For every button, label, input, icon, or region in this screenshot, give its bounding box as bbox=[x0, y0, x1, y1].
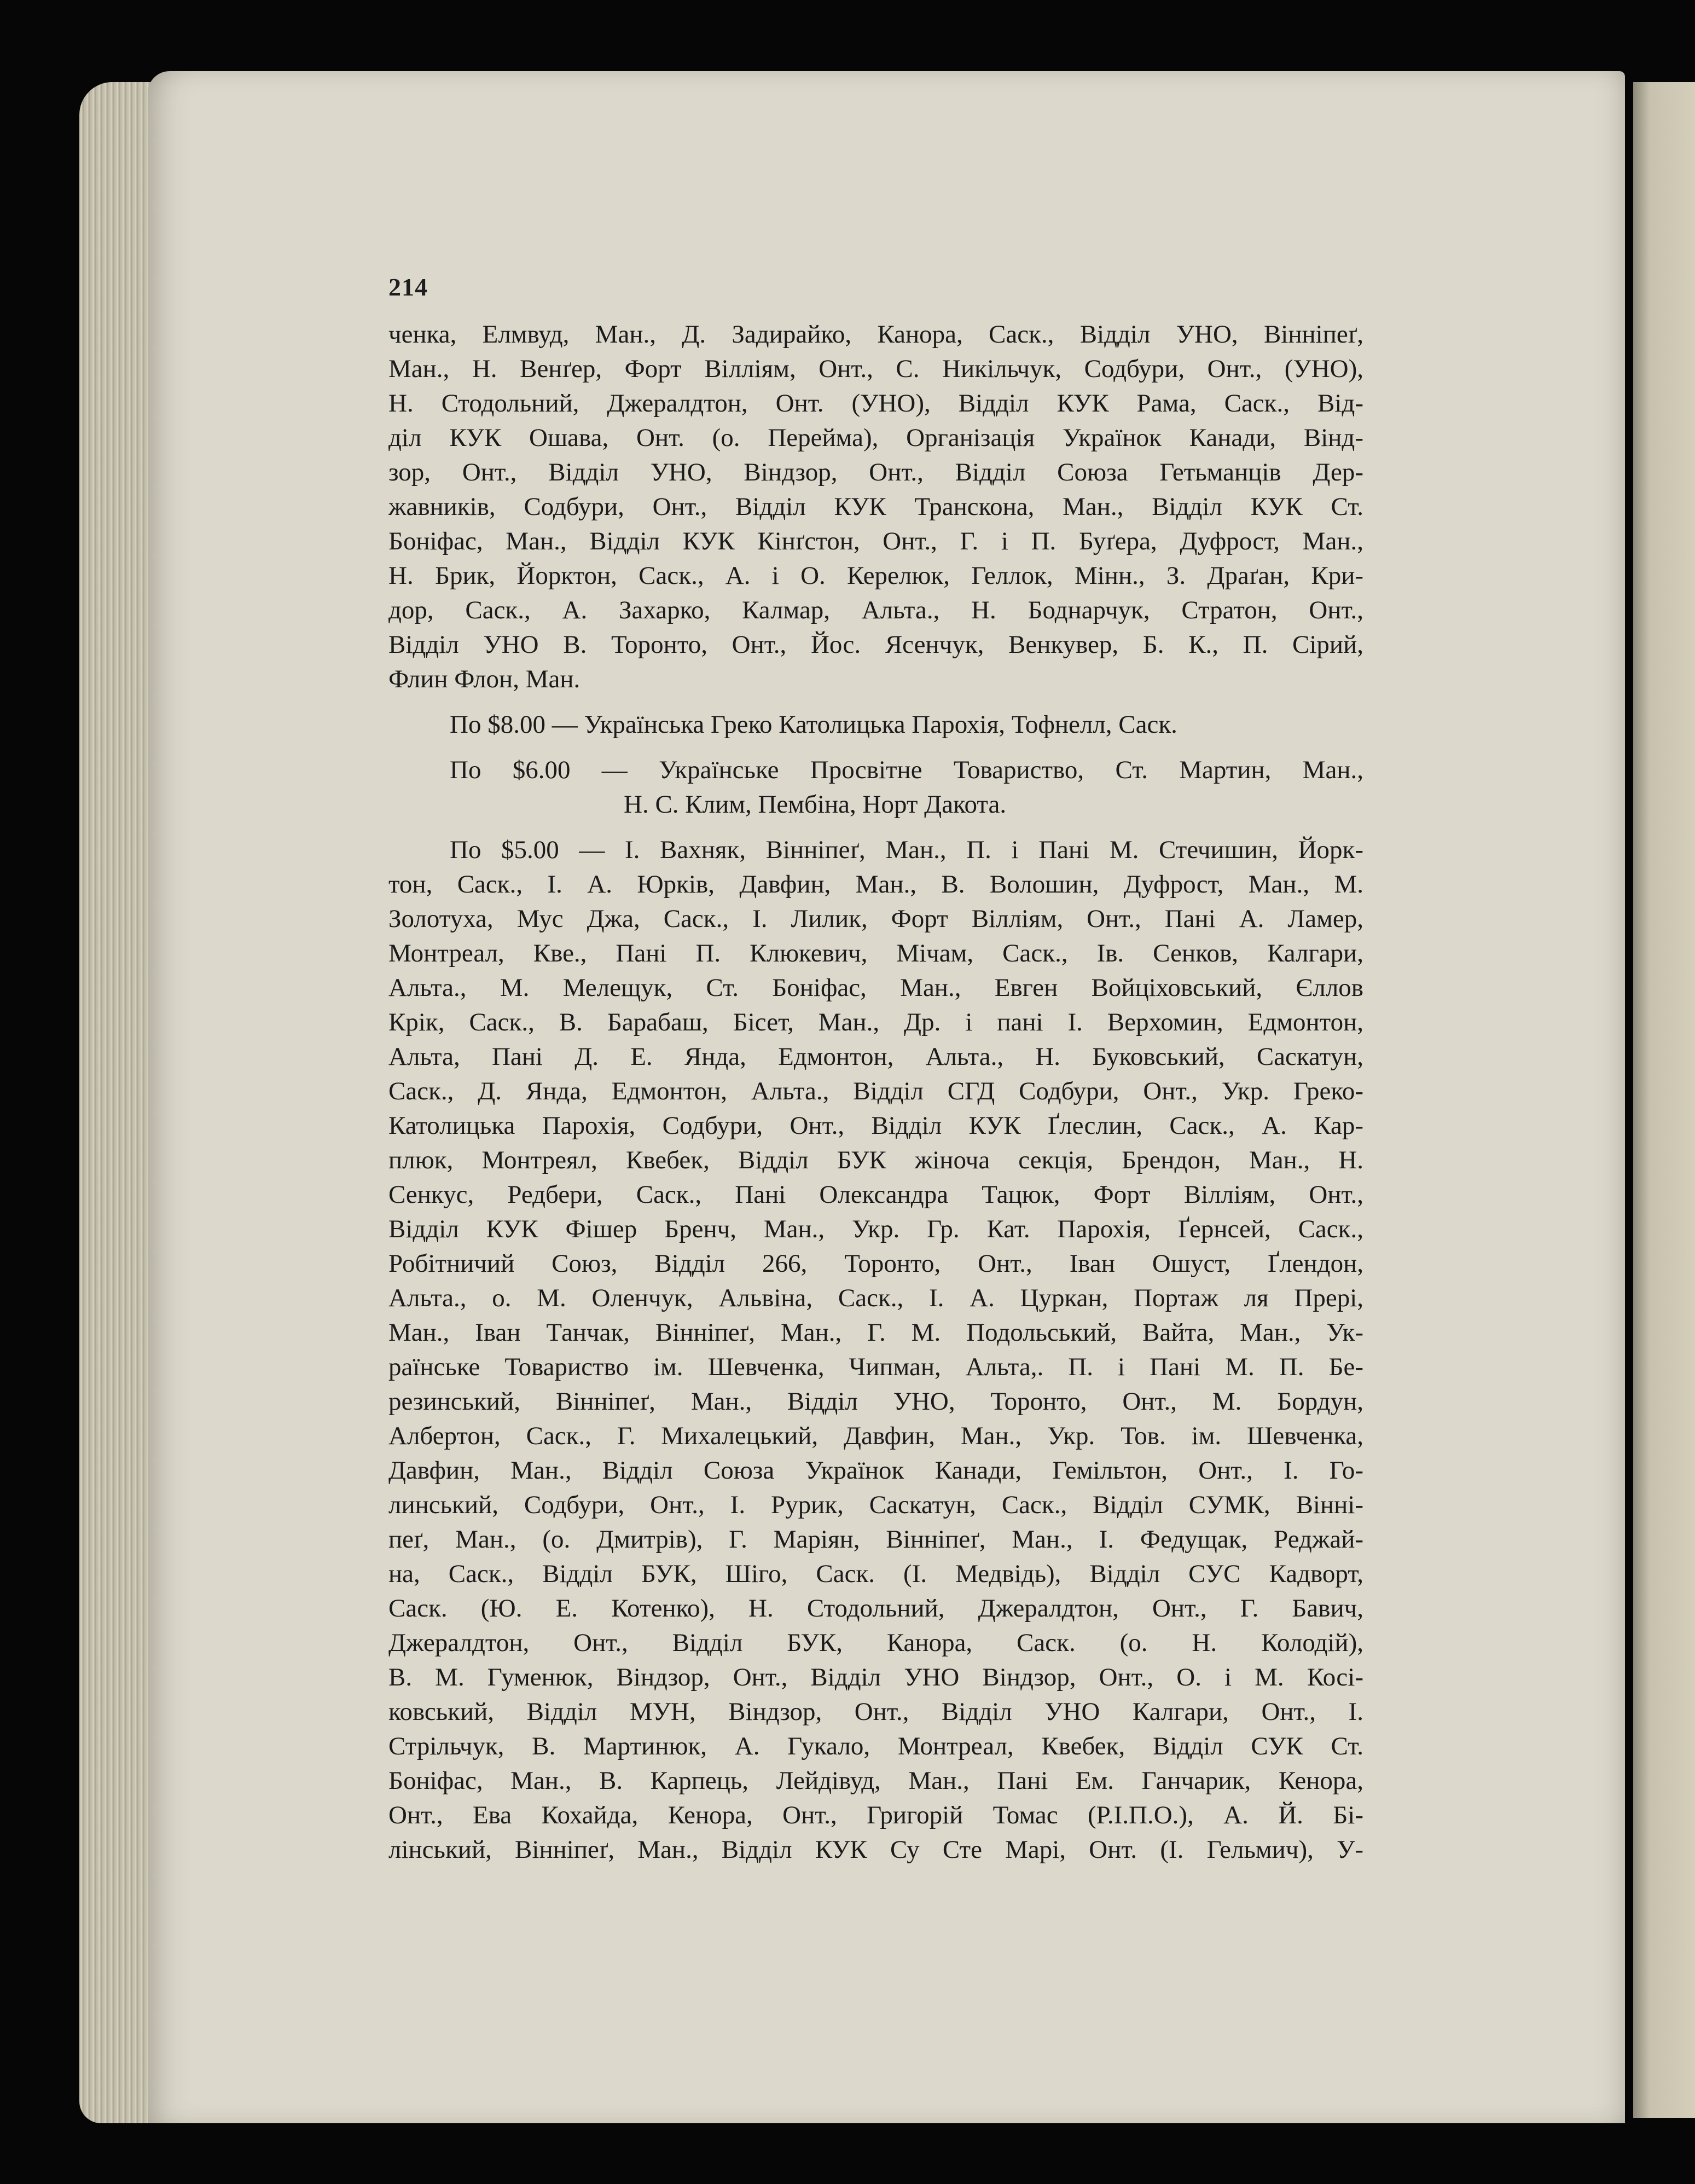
text-line: Флин Флон, Ман. bbox=[388, 665, 581, 693]
text-line: Саск. (Ю. Е. Котенко), Н. Стодольний, Джералдтон, Онт., Г. Бавич, bbox=[388, 1594, 1363, 1623]
text-line: Стрільчук, В. Мартинюк, А. Гукало, Монтреал, Квебек, Відділ СУК Ст. bbox=[388, 1732, 1363, 1760]
text-line: Ман., Н. Венґер, Форт Вілліям, Онт., С. Никільчук, Содбури, Онт., (УНО), bbox=[388, 355, 1363, 383]
text-line: Альта, Пані Д. Е. Янда, Едмонтон, Альта., Н. Буковський, Саскатун, bbox=[388, 1042, 1363, 1071]
text-line: ковський, Відділ МУН, Віндзор, Онт., Відділ УНО Калгари, Онт., І. bbox=[388, 1698, 1363, 1726]
text-line: Відділ КУК Фішер Бренч, Ман., Укр. Гр. Кат. Парохія, Ґернсей, Саск., bbox=[388, 1215, 1363, 1243]
text-line: Джералдтон, Онт., Відділ БУК, Канора, Саск. (о. Н. Колодій), bbox=[388, 1629, 1363, 1657]
text-line: пеґ, Ман., (о. Дмитрів), Г. Маріян, Вінніпеґ, Ман., І. Федущак, Реджай- bbox=[388, 1525, 1363, 1554]
text-line: Н. Стодольний, Джералдтон, Онт. (УНО), Відділ КУК Рама, Саск., Від- bbox=[388, 389, 1363, 418]
text-line: линський, Содбури, Онт., І. Рурик, Саскатун, Саск., Відділ СУМК, Вінні- bbox=[388, 1491, 1363, 1519]
text-line: на, Саск., Відділ БУК, Шіго, Саск. (І. Медвідь), Відділ СУС Кадворт, bbox=[388, 1560, 1363, 1588]
text-line: Албертон, Саск., Г. Михалецький, Давфин, Ман., Укр. Тов. ім. Шевченка, bbox=[388, 1422, 1363, 1450]
text-line: раїнське Товариство ім. Шевченка, Чипман, Альта,. П. і Пані М. П. Бе- bbox=[388, 1353, 1363, 1381]
donation-6-continuation: Н. С. Клим, Пембіна, Норт Дакота. bbox=[624, 790, 1007, 819]
text-line: Боніфас, Ман., Відділ КУК Кінґстон, Онт., Г. і П. Буґера, Дуфрост, Ман., bbox=[388, 527, 1363, 555]
page-number: 214 bbox=[388, 273, 428, 301]
text-line: Крік, Саск., В. Барабаш, Бісет, Ман., Др. і пані І. Верхомин, Едмонтон, bbox=[388, 1008, 1363, 1036]
text-line: зор, Онт., Відділ УНО, Віндзор, Онт., Відділ Союза Гетьманців Дер- bbox=[388, 458, 1363, 486]
text-line: дор, Саск., А. Захарко, Калмар, Альта., Н. Боднарчук, Стратон, Онт., bbox=[388, 596, 1363, 624]
text-line: жавників, Содбури, Онт., Відділ КУК Транскона, Ман., Відділ КУК Ст. bbox=[388, 493, 1363, 521]
text-line: Онт., Ева Кохайда, Кенора, Онт., Григорій Томас (Р.І.П.О.), А. Й. Бі- bbox=[388, 1801, 1363, 1829]
text-line: Ман., Іван Танчак, Вінніпеґ, Ман., Г. М. Подольський, Вайта, Ман., Ук- bbox=[388, 1318, 1363, 1347]
text-line: Монтреал, Кве., Пані П. Клюкевич, Мічам, Саск., Ів. Сенков, Калгари, bbox=[388, 939, 1363, 968]
page-text bbox=[388, 317, 1363, 1867]
text-line: Робітничий Союз, Відділ 266, Торонто, Онт., Іван Ошуст, Ґлендон, bbox=[388, 1249, 1363, 1278]
text-line: Боніфас, Ман., В. Карпець, Лейдівуд, Ман., Пані Ем. Ганчарик, Кенора, bbox=[388, 1766, 1363, 1795]
text-line: діл КУК Ошава, Онт. (о. Перейма), Організація Українок Канади, Вінд- bbox=[388, 424, 1363, 452]
text-line: ченка, Елмвуд, Ман., Д. Задирайко, Канора, Саск., Відділ УНО, Вінніпеґ, bbox=[388, 320, 1363, 349]
text-line: Альта., о. М. Оленчук, Альвіна, Саск., І. А. Цуркан, Портаж ля Прері, bbox=[388, 1284, 1363, 1312]
donation-8-line: По $8.00 — Українська Греко Католицька Парохія, Тофнелл, Саск. bbox=[450, 710, 1177, 739]
text-line: Католицька Парохія, Содбури, Онт., Відділ КУК Ґлеслин, Саск., А. Кар- bbox=[388, 1111, 1363, 1140]
next-page-edge bbox=[1633, 82, 1695, 2118]
text-line: Сенкус, Редбери, Саск., Пані Олександра Тацюк, Форт Вілліям, Онт., bbox=[388, 1180, 1363, 1209]
text-line: лінський, Вінніпеґ, Ман., Відділ КУК Су Сте Марі, Онт. (І. Гельмич), У- bbox=[388, 1835, 1363, 1864]
text-line: Альта., М. Мелещук, Ст. Боніфас, Ман., Евген Войціховський, Єллов bbox=[388, 974, 1363, 1002]
text-line: Відділ УНО В. Торонто, Онт., Йос. Ясенчук, Венкувер, Б. К., П. Сірий, bbox=[388, 630, 1363, 659]
donation-6-line: По $6.00 — Українське Просвітне Товариство, Ст. Мартин, Ман., bbox=[450, 756, 1363, 784]
text-line: Саск., Д. Янда, Едмонтон, Альта., Відділ СГД Содбури, Онт., Укр. Греко- bbox=[388, 1077, 1363, 1105]
text-line: В. М. Гуменюк, Віндзор, Онт., Відділ УНО Віндзор, Онт., О. і М. Косі- bbox=[388, 1663, 1363, 1691]
text-line: Золотуха, Мус Джа, Саск., І. Лилик, Форт Вілліям, Онт., Пані А. Ламер, bbox=[388, 905, 1363, 933]
text-line: Н. Брик, Йорктон, Саск., А. і О. Керелюк, Геллок, Мінн., З. Драґан, Кри- bbox=[388, 561, 1363, 590]
text-line: тон, Саск., І. А. Юрків, Давфин, Ман., В. Волошин, Дуфрост, Ман., М. bbox=[388, 870, 1363, 899]
text-line: Давфин, Ман., Відділ Союза Українок Канади, Гемільтон, Онт., І. Го- bbox=[388, 1456, 1363, 1485]
donation-5-line: По $5.00 — І. Вахняк, Вінніпеґ, Ман., П. і Пані М. Стечишин, Йорк- bbox=[450, 836, 1363, 864]
text-line: плюк, Монтреял, Квебек, Відділ БУК жіноча секція, Брендон, Ман., Н. bbox=[388, 1146, 1363, 1174]
text-line: резинський, Вінніпеґ, Ман., Відділ УНО, Торонто, Онт., М. Бордун, bbox=[388, 1387, 1363, 1416]
